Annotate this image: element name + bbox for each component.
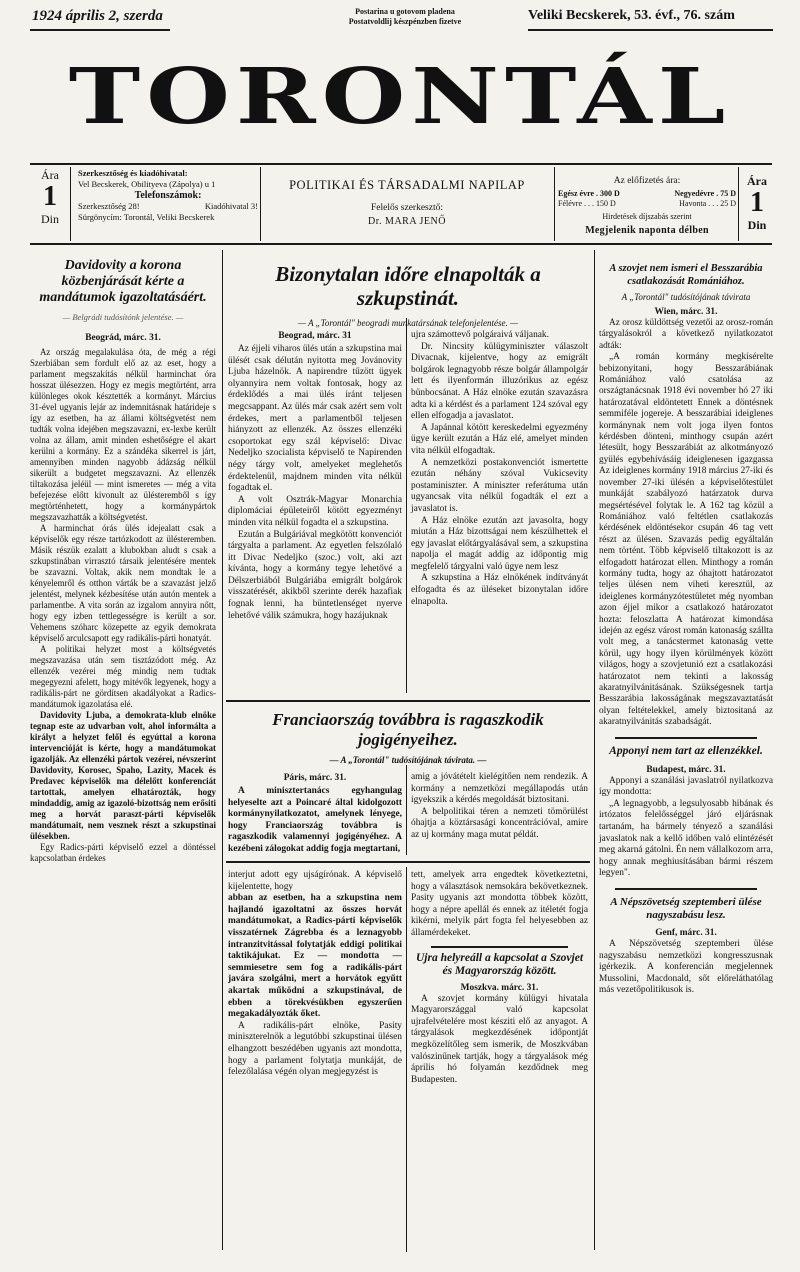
column-rule-2c (406, 867, 407, 1252)
column-rule-1 (222, 250, 223, 1250)
editor-label: Felelős szerkesztő: (370, 203, 444, 213)
price-unit-left: Din (41, 212, 59, 226)
paragraph: Dr. Nincsity külügyminiszter válaszolt Divacnak, kijelentve, hogy az emigrált bolgárok legnagyobb része bolgár állampolgár lett és ilyenformán illuzórikus az egész bünbocsánat. A Ház elnöke ezután szavazásra adta ki a kérdést és a parlament 124 szóval egy ellen elfogadja a javaslatot. (411, 341, 588, 422)
column-rule-2b (406, 765, 407, 855)
paragraph: ujra számottevő polgáraivá váljanak. (411, 330, 549, 340)
office-title: Szerkesztőség és kiadóhivatal: (78, 168, 188, 178)
france-col-2 (411, 772, 588, 842)
infobar-bottom-rule (30, 243, 772, 245)
price-box-right (740, 174, 774, 232)
paragraph: A nemzetközi postakonvenciót ismertette ezután néhány szóval Vukicsevity postaminiszter. A miniszter referátuma után ugyancsak vita nélkül fogadták el ezt a javaslatot is. (411, 457, 588, 514)
paragraph: Apponyi a szanálási javaslatról nyilatkozva így mondotta: (599, 775, 773, 798)
postage-line-2: Postatvoldlij készpénzben fizetve (348, 17, 462, 26)
masthead-title: TORONTÁL (68, 50, 732, 142)
right-column (599, 262, 773, 997)
paragraph: Ezután a Bulgáriával megkötött konvenciót tárgyalta a parlament. Az egyetlen felszólaló itt Divac Nedeljko (szoc.) volt, aki azt kívánta, hogy a kormány tegye lehetővé a Délszerbiából Bulgáriába emigrált bolgárok visszatérését, akikből szerinte derék hazafiak fognak lenni, ha büntetlenséget nyerve lehetővé válik számukra, hogy hazájuknak (228, 529, 402, 621)
paragraph: tett, amelyek arra engedtek következtetni, hogy a választások nemsokára bekövetkeznek. Pasity ugyanis azt mondotta többek között, hogy a népre apellál és ennek az itéletét fogja kikérni, melyik párt fogta fel helyesebben az államérdekeket. (411, 870, 588, 938)
paragraph: interjut adott egy ujságírónak. A képviselő kijelentette, hogy (228, 870, 402, 892)
dateline-text: Beograd, márc. 31 (278, 331, 352, 341)
phone-editorial: Szerkesztőség 28! (78, 201, 140, 211)
phones-row (78, 201, 258, 212)
france-article-title: Franciaország továbbra is ragaszkodik jogigényeihez. (272, 710, 544, 749)
paragraph: A politikai helyzet most a költségvetés megszavazása után sem tisztázódott még. Az ellenzék vezérei még mindig nem tudtak megegyezni afelett, hogy mitévők legyenek, hogy a radikális-párt ne gördítsen akadályokat a Radics-mandátumok igazolatása elé. (30, 644, 216, 709)
paragraph: A belpolitikai téren a nemzeti tömörülést óhajtja a köztársasági koncentrációval, amire az uj kormány maga mutat példát. (411, 806, 588, 840)
phones-title: Telefonszámok: (134, 190, 202, 201)
paragraph: Egy Radics-párti képviselő ezzel a döntéssel kapcsolatban érdekes (30, 842, 216, 863)
bessarabia-dateline (599, 306, 773, 318)
column-rule-2a (406, 318, 407, 693)
subs-half: Félévre . . . 150 D (558, 199, 616, 208)
main-article-header (228, 262, 588, 328)
left-article-title: Davidovity a korona közbenjárását kérte a mandátumok igazoltatásáért. (39, 258, 207, 305)
soviet-hungary-title: Ujra helyreáll a kapcsolat a Szovjet és Magyarország között. (415, 951, 584, 977)
paragraph: A radikális-párt elnöke, Pasity miniszterelnök a legutóbbi szkupstinai ülésen elhangzott beszédében ugyanis azt mondotta, hogy a parlament folytatja munkáját, de felezőlalása végén olyan megjegyzést is (228, 1020, 402, 1078)
section-rule (615, 888, 757, 890)
subs-year: Egész évre . 300 D (558, 188, 620, 198)
postage-notice (300, 7, 510, 27)
main-article-body-2 (411, 330, 588, 608)
left-article-body (30, 347, 216, 864)
main-article-body-1 (228, 344, 402, 622)
price-label-right: Ára (747, 174, 767, 188)
main-article-byline: — A „Torontál" beogradi munkatársának telefonjelentése. — (297, 318, 519, 328)
paragraph: A szovjet kormány külügyi hivatala Magyarországgal való kapcsolat ujrafelvételére most késziti elő az anyagot. A tárgyalások megkezdésének időpontját megközelítőleg sem ismerik, de Moszkvában valószinűnek tartják, hogy a tárgyalások még április hó folyamán kezdődnek meg Budapesten. (411, 993, 588, 1085)
bessarabia-body (599, 318, 773, 729)
price-box-left (32, 168, 68, 226)
section-rule (226, 861, 590, 863)
france-article-byline: — A „Torontál" tudósítójának távirata. — (329, 755, 487, 765)
dateline-text: Beográd, márc. 31. (85, 333, 161, 343)
paper-subtitle: POLITIKAI ÉS TÁRSADALMI NAPILAP (289, 178, 525, 192)
dateline-text: Budapest, márc. 31. (646, 764, 726, 775)
subscription-title: Az előfizetés ára: (613, 176, 681, 186)
league-title: A Népszövetség szeptemberi ülése nagyszabásu lesz. (610, 895, 762, 921)
bessarabia-byline: A „Torontál" tudósítójának távirata (621, 292, 751, 302)
phone-office: Kiadóhivatal 3! (204, 201, 258, 211)
section-rule (431, 946, 568, 948)
apponyi-dateline (599, 764, 773, 776)
editor-name: Dr. MARA JENŐ (368, 216, 446, 227)
postage-line-1: Postarina u gotovom pladena (355, 7, 455, 16)
ads-rate: Hirdetések díjszabás szerint (602, 211, 692, 221)
main-article-title: Bizonytalan időre elnapolták a szkupstinát. (275, 262, 541, 310)
dateline-text: Wien, márc. 31. (654, 307, 718, 317)
dateline-text: Páris, márc. 31. (283, 773, 347, 783)
paragraph: A minisztertanács egyhangulag helyeselte azt a Poincaré által kidolgozott kormánynyilatkozatot, amelynek lényege, hogy Franciaország továbbra is ragaszkodik valamennyi jogigényéhez. A kezébeni zálogokat addig fogja megtartani, (228, 786, 402, 854)
bessarabia-title: A szovjet nem ismeri el Besszarábia csatlakozását Romániához. (609, 263, 763, 287)
main-article-col-1 (228, 330, 402, 622)
price-unit-right: Din (747, 218, 767, 232)
lower-left-col (228, 870, 402, 1079)
paragraph: Az éjjeli viharos ülés után a szkupstina mai ülését csak délután nyitotta meg Jovánovity Ljuba házelnök. A napirendre tűzött ügyek olyannyira nem voltak fontosak, hogy az érdeklődés a mai ülés iránt teljesen megcsappant. Az ülés már csak azért sem volt érdekes, mert a parlamentből teljesen hiányzott az ellenzék. Az összes ellenzéki csoportokat egy szál képviselő: Divac Nedeljko szocialista képviselő te Napirenden négy tárgy volt, amelyeket meglehetős érdektelenül, majdnem minden vita nélkül fogadtak el. (228, 344, 402, 494)
appears-daily: Megjelenik naponta délben (585, 225, 709, 236)
france-col-1 (228, 772, 402, 856)
paragraph: A Japánnal kötött kereskedelmi egyezmény ügye került ezután a Ház elé, amelyet minden vita nélkül elfogadtak. (411, 422, 588, 456)
paragraph: A szkupstina a Ház elnökének indítványát elfogadta és az üléseket bizonytalan időre elnapolta. (411, 573, 588, 607)
paragraph: amig a jóvátételt kielégítően nem rendezik. A kormány a nemzetközi megállapodás után igyekszik a kérdés megoldását biztositani. (411, 772, 588, 806)
top-rule-right (528, 29, 773, 31)
paragraph: A Ház elnöke ezután azt javasolta, hogy miután a Ház bizottságai nem készülhettek el egy javaslat előtárgyalásával sem, a szkupstina napolja el magát addig az időpontig mig megfelelő tárgyalni való ügye nem lesz (411, 515, 588, 572)
office-address: Vel Becskerek, Obilityeva (Zápolya) u 1 (78, 179, 216, 189)
soviet-hungary-dateline (411, 982, 588, 994)
divider (738, 167, 739, 241)
paragraph: „A román kormány megkísérelte bebizonyitani, hogy Besszarábiának Romániához való csatolása az országtanácsnak 1918 évi november hó 27 iki határozatával eldöntetett Ennek a döntésnek semmiféle jogereje. A besszarábiai ideiglenes kormánynak nem volt joga ilyen fontos kérdésben dönteni, minthogy csupán azért létesült, hogy Besszarábiát az alkotmányozó gyülés egybehívásáig ideiglenesen igazgassa Az ideiglenes kormány 1918 március 27-iki és november 27-iki ülésén a képviselőtestület munkáját szabályozó határzatok durva megsértésével folytak le. A 162 tag közül a Romániához való feltétlen csatlakozás kérdésének eldöntésekor csupán 46 tag vett részt az ülésen. Szavazás pedig egyáltalán nem történt. Több képviselő tiltakozott is az elfogadott határozat ellen. Minthogy a román kormány tudta, hogy az óhajtott határozatot teljes ülésen nem viheti keresztül, az ideiglenes kormányzótestületet még nyomban azon éjjel mikor a csatlakozó határozatot hozta: feloszlatta A határozat kimondása idején az egész várost román katonaság szállta volt meg, a tanácstermet katonaság vette körül, ugy hogy ilyen körülmények között világos, hogy a szovjetunió ezt a csatlakozási határozatot nem tekinti a lakosság akaratnyilvánitásának. Szükségesnek tartja Besszarábia lakosságának megszavaztatását olyan feltételekkel, amely biztositaná az akaratnyilvánitás szabadságát. (599, 352, 773, 728)
dateline-text: Moszkva. márc. 31. (460, 982, 539, 993)
paragraph: „A legnagyobb, a legsulyosabb hibának és irtózatos felelősséggel járó eljárásnak tartanám, ha bármely tényező a szanálási javaslatok nak a kellő időben való elintézését meg akarná gátolni. Én nem vállalkozom arra, hogy annak meghiusításában bármi részem legyen". (599, 798, 773, 879)
paragraph: A Népszövetség szeptemberi ülése nagyszabásu nemzetközi kongresszusnak igérkezik. A konferencián megjelennek Mussolini, Macdonald, sőt előreláthatólag más vezetőpolitikusok is. (599, 938, 773, 996)
issue-date: 1924 április 2, szerda (32, 8, 163, 24)
league-dateline (599, 927, 773, 939)
france-dateline (228, 772, 402, 784)
office-info (78, 168, 258, 223)
apponyi-title: Apponyi nem tart az ellenzékkel. (609, 744, 763, 757)
left-article-byline: — Belgrádi tudósítónk jelentése. — (62, 312, 184, 322)
left-article (30, 258, 216, 864)
paragraph: A volt Osztrák-Magyar Monarchia diplomáciai épületeiről kötött egyezményt minden vita nélkül fogadta el a szkupstina. (228, 494, 402, 528)
paragraph: Az orosz küldöttség vezetői az orosz-román tárgyalásokról a következő nyilatkozatot adták: (599, 318, 773, 351)
france-body-2 (411, 772, 588, 842)
left-article-dateline (30, 332, 216, 344)
section-rule (615, 737, 757, 739)
infobar-top-rule (30, 163, 772, 165)
subscription-info (558, 176, 736, 237)
apponyi-body (599, 776, 773, 880)
main-article-dateline (228, 330, 402, 342)
section-rule (226, 700, 590, 702)
divider (260, 167, 261, 241)
france-body-1 (228, 786, 402, 856)
france-article-header (228, 710, 588, 765)
lower-left-body (228, 870, 402, 1079)
price-number-right: 1 (750, 187, 764, 218)
column-rule-3 (594, 250, 595, 1250)
lower-mid-body (411, 870, 588, 940)
paper-description (262, 178, 552, 227)
issue-number: Veliki Becskerek, 53. évf., 76. szám (528, 8, 735, 23)
subs-row-1 (558, 189, 736, 200)
price-number-left: 1 (43, 181, 57, 212)
telegram-address: Sürgönycím: Torontál, Veliki Becskerek (78, 212, 215, 222)
price-label-left: Ára (41, 168, 59, 182)
divider (70, 167, 71, 241)
divider (554, 167, 555, 241)
paragraph: Az ország megalakulása óta, de még a régi Szerbiában sem fordult elő az az eset, hogy a parlament megszakítás nélkül harminchat óra hosszat ülésezzen. Hogy ez megis megtörtént, arra különleges okok késztették a kormányt. Március 31-ével ugyanis lejár az indemnitásnak határideje s így az esetben, ha az állami költségvetést nem tudták volna idejében megszavazni, ex-lexbe került volna az állam, amit minden eshetőségre el akart kerülni a kormány. Ez a szándéka sikerrel is járt, amennyiben minden nagyobb ádázság nélkül sikerült a budgetet megszavazni. Az ellenzék tiltakozása jeléül — mint ismeretes — még a vita befejezése előtt kivonult az ülésteremből s így megtörténhetett, hogy a kormánypártok megszavazhatták a költségvetést. (30, 347, 216, 522)
league-body (599, 939, 773, 997)
dateline-text: Genf, márc. 31. (655, 927, 717, 938)
top-rule-left (30, 29, 170, 31)
subs-month: Havonta . . . 25 D (679, 199, 736, 208)
paragraph: abban az esetben, ha a szkupstina nem hajlandó igazoltatni az összes horvát mandátumokat, a Radics-párti képviselők visszatérnek Zágrebba és a leznagyobb intranzitvitással folytatják eddigi politikai taktikájukat. Ez — mondotta — semmiesetre sem fog a radikális-párt javára szolgálni, mert a horvátok egyűtt akartak működni a szkupstinával, de ebben a törekvésükben egyszerűen megakadályozták őket. (228, 893, 402, 1020)
subs-quarter: Negyedévre . 75 D (674, 188, 736, 198)
paragraph: Davidovity Ljuba, a demokrata-klub elnöke tegnap este az udvarban volt, ahol informálta a királyt a helyzet felől és egyúttal a korona intervencióját is kérte, hogy a mandátumokat igazolják. Az ellenzéki pártok vezérei, névszerint Davidovity, Korosec, Spaho, Lazity, Macek és Predavec képviselők ma délelőtt konferenciát tartottak, amelyen elhatározták, hogy mindaddig, amig az igazoló-bizottság nem erősiti meg a horvát paraszt-párti képviselők mandátumait, nem vesznek részt a szkupstinai ülésekben. (30, 710, 216, 841)
lower-mid-col (411, 870, 588, 1086)
soviet-hungary-body (411, 994, 588, 1087)
main-article-col-2 (411, 330, 588, 608)
subs-row-2 (558, 199, 736, 210)
paragraph: A harminchat órás ülés idejealatt csak a képviselők egy része tartózkodott az ülésteremben. Másik részük ezalatt a klubokban aludt s csak a szkupstinában virrasztó társaik jelentésére mentek be szavazni. Voltak, akik nem mondtak le a kényelemről és otthon várták be a szavazást jelző jelentést, melynek kézbesítése után autón mentek a parlamentbe. A vita során az izgalom annyira nőtt, hogy egy izben tettlegességre is került a sor. Vehemens szóharc közepette az egyik demokrata képviselő arculcsapott egy radikális-párti honatyát. (30, 523, 216, 643)
